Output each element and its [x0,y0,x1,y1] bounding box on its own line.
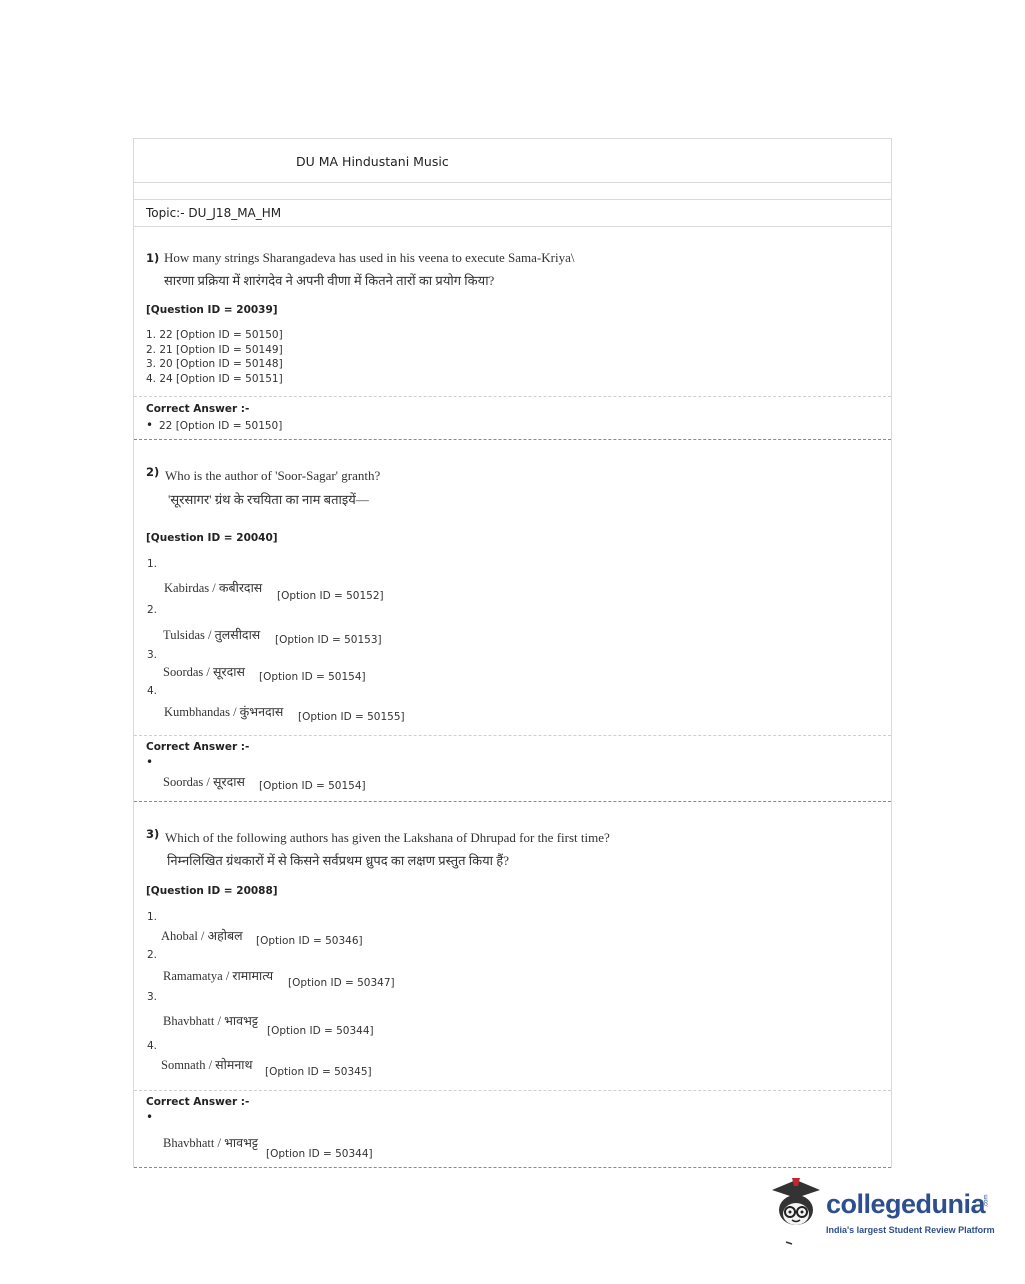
option-number: 4. [147,1040,158,1052]
correct-answer-id: [Option ID = 50154] [259,780,366,792]
option-number: 3. [147,991,158,1003]
question-text-hi: 'सूरसागर' ग्रंथ के रचयिता का नाम बताइयें— [168,492,369,507]
option-4: 4. 24 [Option ID = 50151] [146,373,283,385]
option-number: 1. [147,911,158,923]
question-separator [134,801,891,802]
collegedunia-logo[interactable] [768,1176,998,1246]
question-id: [Question ID = 20040] [146,532,278,544]
page-title: DU MA Hindustani Music [296,154,449,169]
option-id: [Option ID = 50344] [267,1025,374,1037]
divider [134,182,891,183]
question-separator [134,439,891,440]
question-id: [Question ID = 20039] [146,304,278,316]
option-1: 1. 22 [Option ID = 50150] [146,329,283,341]
correct-answer-text: Soordas / सूरदास [163,775,245,789]
mascot-icon [768,1176,824,1246]
correct-answer-text: Bhavbhatt / भावभट्ट [163,1136,258,1150]
option-id: [Option ID = 50154] [259,671,366,683]
logo-tagline: India's largest Student Review Platform [826,1225,995,1235]
question-id: [Question ID = 20088] [146,885,278,897]
option-number: 2. [147,604,158,616]
option-text: Kumbhandas / कुंभनदास [164,705,284,719]
correct-answer-label: Correct Answer :- [146,1096,250,1108]
option-id: [Option ID = 50346] [256,935,363,947]
divider [134,1090,891,1091]
question-separator [134,1167,891,1168]
logo-wordmark: collegedunia [826,1189,986,1219]
divider [134,396,891,397]
divider [134,226,891,227]
option-number: 1. [147,558,158,570]
option-id: [Option ID = 50345] [265,1066,372,1078]
question-text-hi: सारणा प्रक्रिया में शारंगदेव ने अपनी वीणा में कितने तारों का प्रयोग किया? [164,273,495,288]
question-number: 2) [146,465,160,479]
correct-answer-label: Correct Answer :- [146,741,250,753]
option-text: Soordas / सूरदास [163,665,245,679]
answer-bullet: • [146,418,154,432]
question-text-en: How many strings Sharangadeva has used in his veena to execute Sama-Kriya\ [164,250,575,265]
option-number: 4. [147,685,158,697]
option-text: Ramamatya / रामामात्य [163,969,274,983]
exam-sheet [133,138,892,1168]
option-2: 2. 21 [Option ID = 50149] [146,344,283,356]
question-number: 1) [146,251,160,265]
correct-answer-label: Correct Answer :- [146,403,250,415]
option-3: 3. 20 [Option ID = 50148] [146,358,283,370]
question-text-hi: निम्नलिखित ग्रंथकारों में से किसने सर्वप्रथम ध्रुपद का लक्षण प्रस्तुत किया हैं? [167,853,509,868]
option-id: [Option ID = 50155] [298,711,405,723]
answer-bullet: • [146,755,154,769]
option-text: Tulsidas / तुलसीदास [163,628,261,642]
option-text: Somnath / सोमनाथ [161,1058,253,1072]
option-id: [Option ID = 50153] [275,634,382,646]
option-id: [Option ID = 50152] [277,590,384,602]
correct-answer-text: 22 [Option ID = 50150] [159,420,283,432]
topic-label: Topic:- DU_J18_MA_HM [146,206,282,220]
divider [134,199,891,200]
option-number: 2. [147,949,158,961]
question-number: 3) [146,827,160,841]
answer-bullet: • [146,1110,154,1124]
option-text: Ahobal / अहोबल [161,929,243,943]
question-text-en: Who is the author of 'Soor-Sagar' granth? [165,468,381,483]
divider [134,735,891,736]
option-text: Bhavbhatt / भावभट्ट [163,1014,258,1028]
option-id: [Option ID = 50347] [288,977,395,989]
question-text-en: Which of the following authors has given the Lakshana of Dhrupad for the first time? [165,830,610,845]
logo-domain-suffix: .com [983,1194,990,1208]
option-text: Kabirdas / कबीरदास [164,581,263,595]
option-number: 3. [147,649,158,661]
correct-answer-id: [Option ID = 50344] [266,1148,373,1160]
